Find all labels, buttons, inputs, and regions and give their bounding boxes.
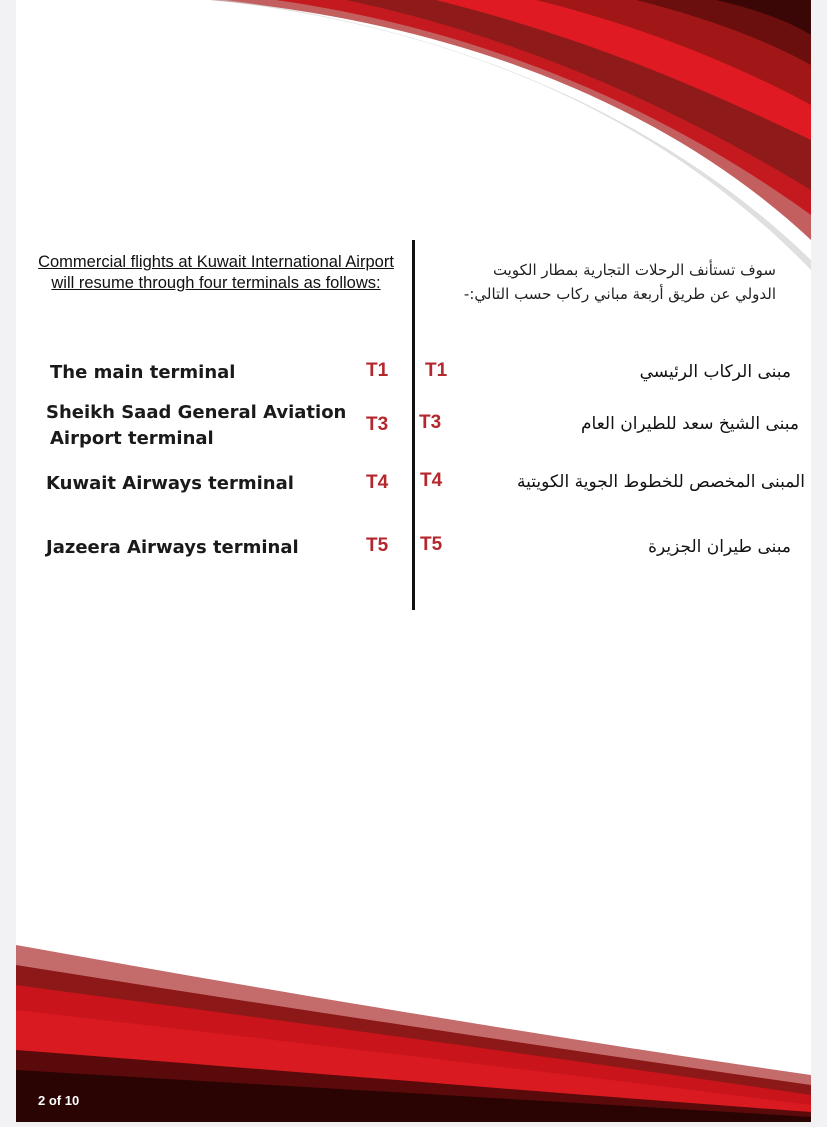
terminal-5-arabic: مبنى طيران الجزيرة [648, 537, 791, 557]
page-indicator: 2 of 10 [38, 1093, 80, 1108]
terminal-3-name-line-1: Sheikh Saad General Aviation [46, 402, 347, 423]
terminal-3-english [46, 400, 346, 452]
terminal-1-arabic: مبنى الركاب الرئيسي [639, 362, 791, 382]
intro-arabic [431, 258, 776, 306]
terminal-1-code-right: T1 [425, 360, 448, 381]
terminal-3-name-line-2: Airport terminal [50, 428, 214, 449]
terminal-3-code-right: T3 [419, 412, 442, 433]
intro-english: Commercial flights at Kuwait International Airport will resume through four terminals as follows: [38, 253, 394, 292]
terminal-4-name: Kuwait Airways terminal [46, 473, 294, 494]
terminal-1-code-left: T1 [366, 360, 389, 381]
terminal-4-arabic: المبنى المخصص للخطوط الجوية الكويتية [517, 472, 805, 492]
terminal-4-code-left: T4 [366, 472, 389, 493]
terminal-1-name: The main terminal [50, 362, 236, 383]
column-divider [412, 240, 415, 610]
terminal-5-code-right: T5 [420, 534, 443, 555]
terminal-3-arabic: مبنى الشيخ سعد للطيران العام [581, 414, 799, 434]
document-page [16, 0, 811, 1122]
terminal-1-english [50, 360, 235, 386]
terminal-4-english [46, 471, 294, 497]
terminal-4-code-right: T4 [420, 470, 443, 491]
terminal-5-code-left: T5 [366, 535, 389, 556]
terminal-5-english [46, 535, 299, 561]
intro-arabic-line-2: الدولي عن طريق أربعة مباني ركاب حسب التالي:- [463, 285, 776, 303]
terminal-3-code-left: T3 [366, 414, 389, 435]
intro-arabic-line-1: سوف تستأنف الرحلات التجارية بمطار الكويت [492, 261, 776, 279]
terminal-5-name: Jazeera Airways terminal [46, 537, 299, 558]
